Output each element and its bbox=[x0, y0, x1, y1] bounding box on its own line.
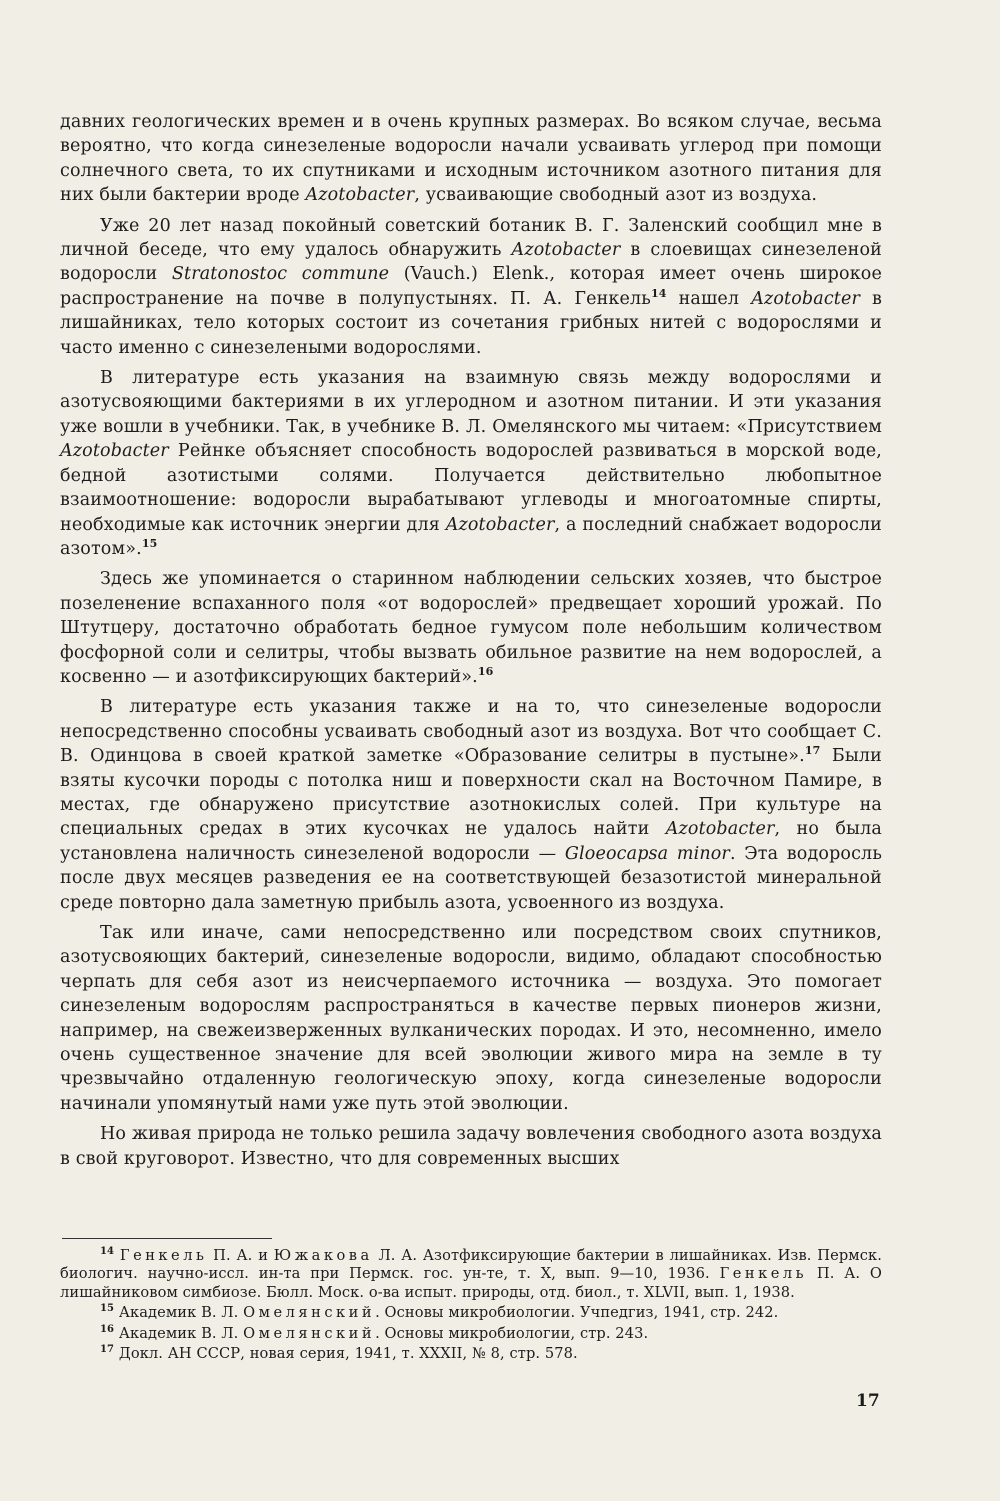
footnote-15: $^{15}$ Академик В. Л. Омелянский. Основы микробиологии. Учпедгиз, 1941, стр. 242. bbox=[100, 1303, 779, 1322]
footnote-divider bbox=[62, 1238, 272, 1239]
footnote-ref-14: 14 bbox=[650, 287, 667, 301]
footnote-14: $^{14}$ Генкель П. А. и Южакова Л. А. Азотфиксирующие бактерии в лишайниках. Изв. Пермск. биологич. научно-иссл. ин-та при Пермск. гос. ун-те, т. X, вып. 9—10, 1936. Генкель П. А. О лишайниковом симбиозе. Бюлл. Моск. о-ва испыт. природы, отд. биол., т. XLVII, вып. 1, 1938. bbox=[60, 1246, 882, 1301]
main-text bbox=[60, 110, 882, 1171]
paragraph-6: Так или иначе, сами непосредственно или посредством своих спутников, азотусвояющих бактерий, синезеленые водоросли, видимо, обладают способностью черпать для себя азот из неисчерпаемого источника — воздуха. Это помогает синезеленым водорослям распространяться в качестве первых пионеров жизни, например, на свежеизверженных вулканических породах. И это, несомненно, имело очень существенное значение для всей эволюции живого мира на земле в ту чрезвычайно отдаленную геологическую эпоху, когда синезеленые водоросли начинали упомянутый нами уже путь этой эволюции. bbox=[60, 923, 882, 1114]
footnote-16: $^{16}$ Академик В. Л. Омелянский. Основы микробиологии, стр. 243. bbox=[100, 1323, 649, 1342]
footnotes bbox=[60, 1247, 882, 1363]
paragraph-4: Здесь же упоминается о старинном наблюдении сельских хозяев, что быстрое позеленение вспаханного поля «от водорослей» предвещает хороший урожай. По Штутцеру, достаточно обработать бедное гумусом поле небольшим количеством фосфорной соли и селитры, чтобы вызвать обильное развитие на нем водорослей, а косвенно — и азотфиксирующих бактерий».$^{16}$ bbox=[60, 569, 882, 687]
page-number: 17 bbox=[856, 1391, 880, 1411]
paragraph-2: Уже 20 лет назад покойный советский ботаник В. Г. Заленский сообщил мне в личной беседе, что ему удалось обнаружить Azotobacter в слоевищах синезеленой водоросли Stratonostoc commune (Vauch.) Elenk., которая имеет очень широкое распространение на почве в полупустынях. П. А. Генкель$^{14}$ нашел Azotobacter в лишайниках, тело которых состоит из сочетания грибных нитей с водорослями и часто именно с синезелеными водорослями. bbox=[60, 215, 883, 358]
footnote-ref-17: 17 bbox=[804, 744, 821, 758]
footnote-17: $^{17}$ Докл. АН СССР, новая серия, 1941, т. XXXII, № 8, стр. 578. bbox=[100, 1344, 578, 1363]
paragraph-7: Но живая природа не только решила задачу вовлечения свободного азота воздуха в свой круговорот. Известно, что для современных высших bbox=[60, 1124, 882, 1169]
paragraph-3: В литературе есть указания на взаимную связь между водорослями и азотусвояющими бактериями в их углеродном и азотном питании. И эти указания уже вошли в учебники. Так, в учебнике В. Л. Омелянского мы читаем: «Присутствием Azotobacter Рейнке объясняет способность водорослей развиваться в морской воде, бедной азотистыми солями. Получается действительно любопытное взаимоотношение: водоросли вырабатывают углеводы и многоатомные спирты, необходимые как источник энергии для Azotobacter, а последний снабжает водоросли азотом».$^{15}$ bbox=[60, 368, 883, 559]
paragraph-5: В литературе есть указания также и на то, что синезеленые водоросли непосредственно способны усваивать свободный азот из воздуха. Вот что сообщает С. В. Одинцова в своей краткой заметке «Образование селитры в пустыне».$^{17}$ Были взяты кусочки породы с потолка ниш и поверхности скал на Восточном Памире, в местах, где обнаружено присутствие азотнокислых солей. При культуре на специальных средах в этих кусочках не удалось найти Azotobacter, но была установлена наличность синезеленой водоросли — Gloeocapsa minor. Эта водоросль после двух месяцев разведения ее на соответствующей безазотистой минеральной среде повторно дала заметную прибыль азота, усвоенного из воздуха. bbox=[60, 697, 882, 913]
paragraph-1: давних геологических времен и в очень крупных размерах. Во всяком случае, весьма вероятно, что когда синезеленые водоросли начали усваивать углерод при помощи солнечного света, то их спутниками и исходным источником азотного питания для них были бактерии вроде Azotobacter, усваивающие свободный азот из воздуха. bbox=[60, 112, 882, 206]
footnote-ref-16: 16 bbox=[477, 665, 494, 679]
footnote-ref-15: 15 bbox=[141, 537, 158, 551]
